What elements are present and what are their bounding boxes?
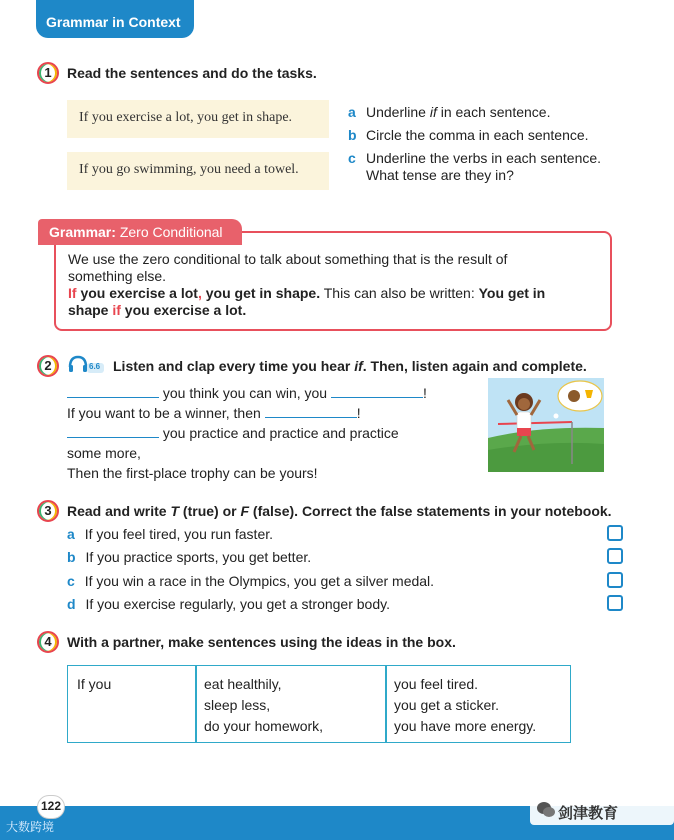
song-line-5: Then the first-place trophy can be yours!: [67, 465, 318, 481]
grammar-example-line: [68, 285, 598, 302]
grammar-example-part: you get in shape.: [201, 285, 321, 301]
exercise-3-title-part: (false). Correct the false statements in your notebook.: [249, 503, 612, 519]
task-text: Circle the comma in each sentence.: [366, 127, 589, 143]
sentence-text-1: If you exercise a lot, you get in shape.: [79, 110, 293, 125]
song-text: !: [356, 405, 361, 421]
answer-blank[interactable]: [67, 426, 159, 438]
statement-text: If you win a race in the Olympics, you get a silver medal.: [84, 573, 435, 589]
table-cell: sleep less,: [204, 697, 271, 713]
table-cell: eat healthily,: [204, 676, 282, 692]
exercise-4-title: With a partner, make sentences using the ideas in the box.: [67, 634, 456, 650]
song-text: you think you can win, you: [159, 385, 331, 401]
sentence-text-2: If you go swimming, you need a towel.: [79, 162, 299, 177]
task-text: [366, 104, 626, 121]
task-c: [348, 150, 628, 186]
task-a: [348, 104, 628, 122]
task-text-part: in each sentence.: [436, 104, 551, 120]
statement-text: If you feel tired, you run faster.: [84, 526, 274, 542]
song-line-1: [67, 385, 427, 401]
grammar-example-line-2: [68, 302, 598, 319]
grammar-line-1: We use the zero conditional to talk about something that is the result of: [68, 251, 508, 267]
table-cell: If you: [77, 676, 112, 692]
exercise-3-title-part: Read and write: [67, 503, 171, 519]
table-column-2: [195, 666, 385, 742]
statement-letter: c: [67, 573, 75, 589]
answer-blank[interactable]: [67, 386, 159, 398]
statement-text: If you exercise regularly, you get a stronger body.: [85, 596, 390, 612]
watermark-right: 剑津教育: [558, 805, 619, 822]
grammar-tab: [38, 219, 242, 245]
grammar-if: If: [68, 285, 77, 301]
statement-b: [67, 549, 311, 565]
statement-text: If you practice sports, you get better.: [85, 549, 312, 565]
exercise-number-4: 4: [37, 631, 59, 653]
statement-a: [67, 526, 273, 542]
grammar-example-part: you exercise a lot: [76, 285, 198, 301]
answer-blank[interactable]: [331, 386, 423, 398]
grammar-label: Grammar:: [49, 224, 116, 240]
song-line-2: [67, 405, 361, 421]
task-text-part: Underline: [366, 104, 430, 120]
statement-letter: b: [67, 549, 76, 565]
task-text: Underline the verbs in each sentence.: [366, 150, 602, 166]
wechat-icon: [536, 801, 556, 822]
song-text: !: [423, 385, 427, 401]
task-text: What tense are they in?: [366, 167, 514, 183]
runner-winning-race-image: [488, 378, 604, 472]
task-b: [348, 127, 628, 145]
ideas-table: [67, 665, 571, 743]
exercise-2-title-italic: if: [354, 358, 363, 374]
watermark-left: 大数跨境: [6, 820, 55, 834]
song-text: you practice and practice and practice: [159, 425, 399, 441]
sentence-box-1: [67, 100, 329, 138]
task-letter: b: [348, 127, 357, 143]
grammar-comma: ,: [197, 285, 202, 301]
exercise-2-title-part: Listen and clap every time you hear: [113, 358, 355, 374]
grammar-line-2: something else.: [68, 268, 167, 284]
table-column-1: [68, 666, 195, 742]
table-column-3: [385, 666, 570, 742]
true-false-checkbox[interactable]: [607, 548, 623, 564]
true-false-checkbox[interactable]: [607, 595, 623, 611]
wechat-icon-shape: [536, 801, 556, 819]
answer-blank[interactable]: [265, 406, 357, 418]
exercise-number-3: 3: [37, 500, 59, 522]
exercise-2-title-part: . Then, listen again and complete.: [362, 358, 587, 374]
grammar-example-mid: This can also be written:: [320, 285, 479, 301]
grammar-example-part: shape: [68, 302, 113, 318]
exercise-1-title: Read the sentences and do the tasks.: [67, 65, 317, 81]
table-cell: do your homework,: [204, 718, 324, 734]
song-text: If you want to be a winner, then: [67, 405, 265, 421]
exercise-2-title: [113, 358, 587, 374]
exercise-3-title: [67, 503, 612, 519]
statement-letter: a: [67, 526, 75, 542]
section-title: Grammar in Context: [46, 14, 181, 30]
statement-c: [67, 573, 434, 589]
grammar-example-part: You get in: [478, 285, 546, 301]
exercise-number-2: 2: [37, 355, 59, 377]
task-letter: c: [348, 150, 356, 166]
table-cell: you have more energy.: [394, 718, 537, 734]
grammar-if: if: [112, 302, 121, 318]
section-header-tab: [36, 0, 194, 38]
runner-illustration: [488, 378, 604, 472]
grammar-topic: Zero Conditional: [119, 224, 223, 240]
exercise-3-title-part: (true) or: [179, 503, 241, 519]
page-number: 122: [37, 795, 65, 819]
table-cell: you feel tired.: [394, 676, 479, 692]
exercise-3-title-italic: T: [170, 503, 180, 519]
audio-track-icon[interactable]: [68, 355, 104, 373]
exercise-3-title-italic: F: [240, 503, 250, 519]
statement-letter: d: [67, 596, 76, 612]
song-line-3: [67, 425, 399, 441]
true-false-checkbox[interactable]: [607, 572, 623, 588]
statement-d: [67, 596, 390, 612]
task-letter: a: [348, 104, 356, 120]
audio-track-number: 6.6: [89, 362, 101, 371]
task-text-italic: if: [429, 104, 437, 120]
true-false-checkbox[interactable]: [607, 525, 623, 541]
exercise-number-1: 1: [37, 62, 59, 84]
sentence-box-2: [67, 152, 329, 190]
grammar-example-part: you exercise a lot.: [120, 302, 247, 318]
grammar-explanation: [68, 251, 598, 319]
song-line-4: some more,: [67, 445, 141, 461]
table-cell: you get a sticker.: [394, 697, 500, 713]
